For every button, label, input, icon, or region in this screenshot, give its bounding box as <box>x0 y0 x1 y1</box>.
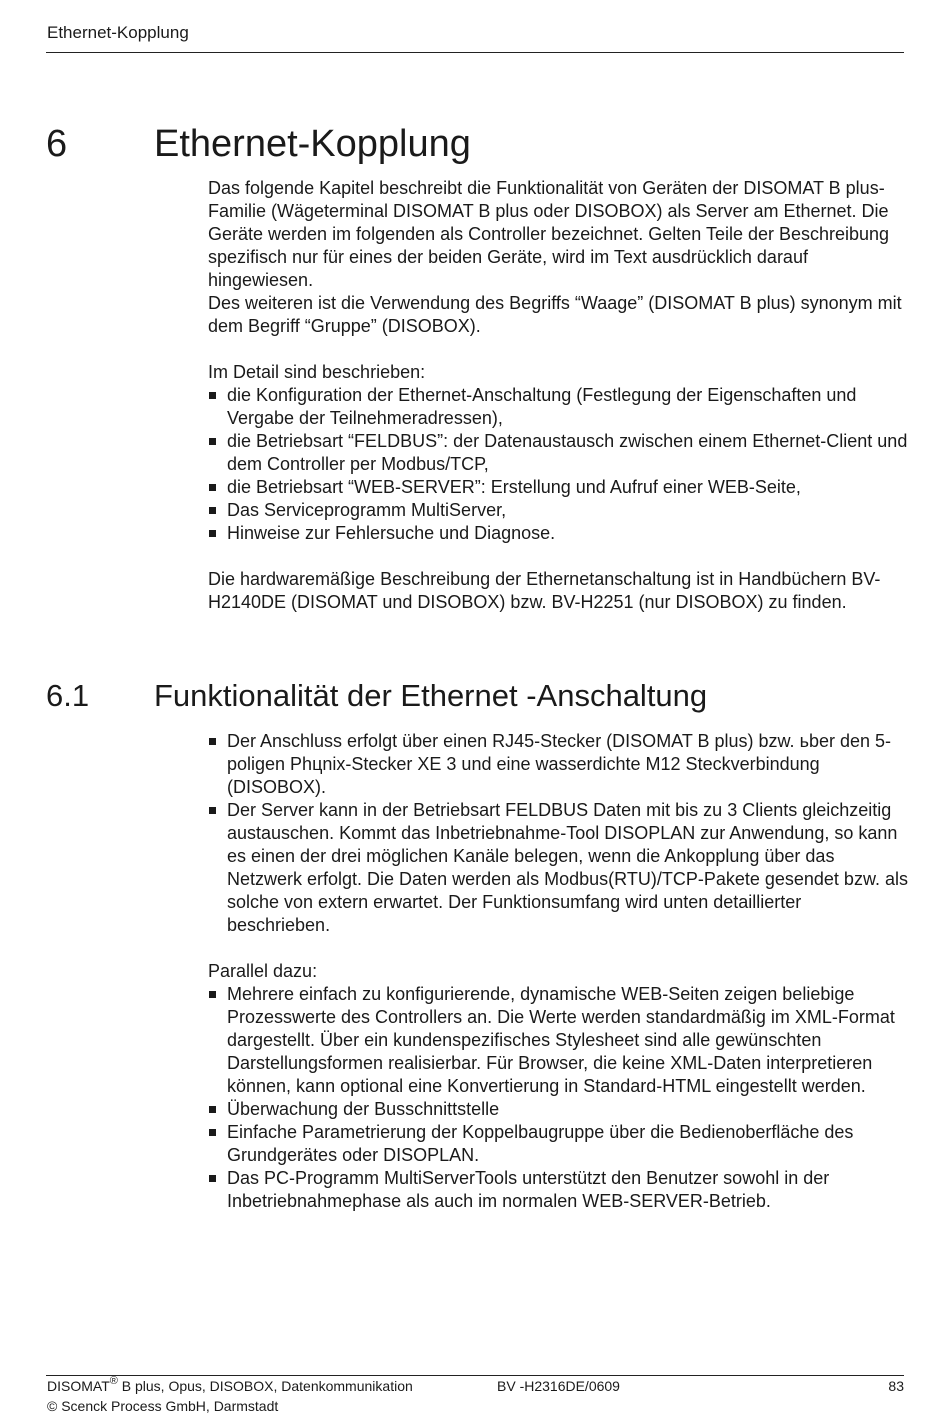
chapter-title: Ethernet-Kopplung <box>154 123 471 165</box>
hardware-reference-paragraph: Die hardwaremäßige Beschreibung der Ethernetanschaltung ist in Handbüchern BV-H2140DE (DISOMAT und DISOBOX) bzw. BV-H2251 (nur DISOBOX) zu finden. <box>208 569 881 612</box>
bullet-icon <box>209 1106 216 1113</box>
bullet-icon <box>209 991 216 998</box>
list-item: die Betriebsart “FELDBUS”: der Datenaustausch zwischen einem Ethernet-Client und dem Controller per Modbus/TCP, <box>208 430 908 476</box>
section-body <box>208 730 908 1213</box>
function-list <box>208 730 908 937</box>
running-header: Ethernet-Kopplung <box>47 23 189 42</box>
chapter-intro <box>208 177 908 614</box>
footer-copyright: © Scenck Process GmbH, Darmstadt <box>47 1398 279 1414</box>
footer-rule <box>46 1375 904 1376</box>
bullet-icon <box>209 1129 216 1136</box>
list-item: Mehrere einfach zu konfigurierende, dynamische WEB-Seiten zeigen beliebige Prozesswerte des Controllers an. Die Werte werden standardmäßig im XML-Format dargestellt. Über ein kundenspezifisches Stylesheet sind alle gewünschten Darstellungsformen realisierbar. Für Browser, die keine XML-Daten interpretieren können, kann optional eine Konvertierung in Standard-HTML eingestellt werden. <box>208 983 908 1098</box>
parallel-heading: Parallel dazu: <box>208 961 318 981</box>
list-item: Das PC-Programm MultiServerTools unterstützt den Benutzer sowohl in der Inbetriebnahmephase als auch im normalen WEB-SERVER-Betrieb. <box>208 1167 908 1213</box>
section-number: 6.1 <box>46 678 90 713</box>
footer-page-number: 83 <box>888 1378 904 1394</box>
list-item: Der Server kann in der Betriebsart FELDBUS Daten mit bis zu 3 Clients gleichzeitig austauschen. Kommt das Inbetriebnahme-Tool DISOPLAN zur Anwendung, so kann es einen der drei möglichen Kanäle belegen, wenn die Ankopplung über das Netzwerk erfolgt. Die Daten werden als Modbus(RTU)/TCP-Pakete gesendet bzw. als solche von extern erwartet. Der Funktionsumfang wird unten detaillierter beschrieben. <box>208 799 908 937</box>
detail-heading: Im Detail sind beschrieben: <box>208 362 426 382</box>
list-item: Überwachung der Busschnittstelle <box>208 1098 908 1121</box>
bullet-icon <box>209 392 216 399</box>
list-item: die Betriebsart “WEB-SERVER”: Erstellung und Aufruf einer WEB-Seite, <box>208 476 908 499</box>
parallel-list <box>208 983 908 1213</box>
bullet-icon <box>209 807 216 814</box>
section-title: Funktionalität der Ethernet -Anschaltung <box>154 678 708 713</box>
bullet-icon <box>209 1175 216 1182</box>
list-item: Der Anschluss erfolgt über einen RJ45-Stecker (DISOMAT B plus) bzw. ьber den 5-poligen Phцnix-Stecker XE 3 und eine wasserdichte M12 Steckverbindung (DISOBOX). <box>208 730 908 799</box>
intro-paragraph: Das folgende Kapitel beschreibt die Funktionalität von Geräten der DISOMAT B plus-Familie (Wägeterminal DISOMAT B plus oder DISOBOX) als Server am Ethernet. Die Geräte werden im folgenden als Controller bezeichnet. Gelten Teile der Beschreibung spezifisch nur für eines der beiden Geräte, wird im Text ausdrücklich darauf hingewiesen. <box>208 178 890 290</box>
list-item: Das Serviceprogramm MultiServer, <box>208 499 908 522</box>
detail-list <box>208 384 908 545</box>
registered-mark: ® <box>109 1375 118 1388</box>
footer-doc-number: BV -H2316DE/0609 <box>497 1378 620 1394</box>
header-rule <box>46 52 904 53</box>
bullet-icon <box>209 507 216 514</box>
bullet-icon <box>209 438 216 445</box>
footer-product-line: B plus, Opus, DISOBOX, Datenkommunikation <box>117 1378 413 1394</box>
chapter-heading <box>46 121 906 169</box>
list-item: die Konfiguration der Ethernet-Anschaltung (Festlegung der Eigenschaften und Vergabe der Teilnehmeradressen), <box>208 384 908 430</box>
list-item: Hinweise zur Fehlersuche und Diagnose. <box>208 522 908 545</box>
footer-brand: DISOMAT <box>47 1378 110 1394</box>
bullet-icon <box>209 530 216 537</box>
section-heading <box>46 677 906 717</box>
footer-product <box>47 1377 413 1395</box>
bullet-icon <box>209 738 216 745</box>
bullet-icon <box>209 484 216 491</box>
intro-paragraph: Des weiteren ist die Verwendung des Begriffs “Waage” (DISOMAT B plus) synonym mit dem Begriff “Gruppe” (DISOBOX). <box>208 293 902 336</box>
chapter-number: 6 <box>46 123 68 165</box>
list-item: Einfache Parametrierung der Koppelbaugruppe über die Bedienoberfläche des Grundgerätes oder DISOPLAN. <box>208 1121 908 1167</box>
